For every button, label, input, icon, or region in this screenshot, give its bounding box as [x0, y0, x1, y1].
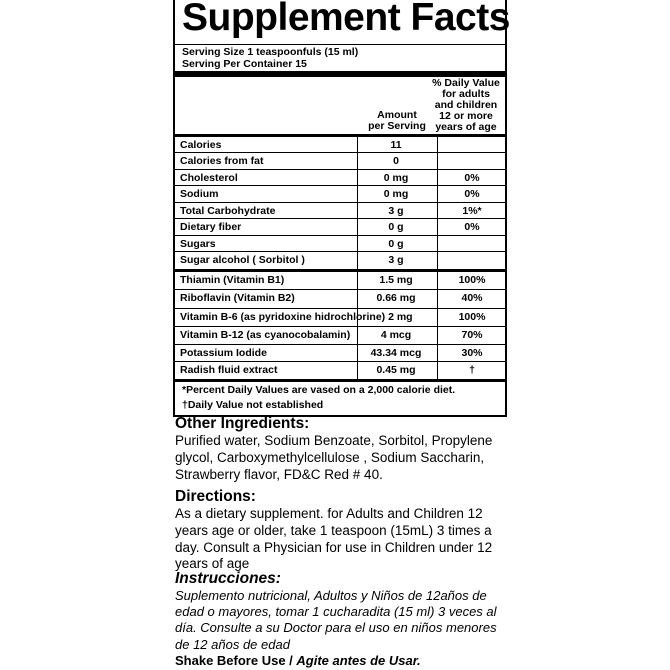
nutrient-amount: 0 g	[388, 238, 404, 250]
text-line: As a dietary supplement. for Adults and Children 12	[175, 506, 483, 521]
footnote-percent-dv: *Percent Daily Values are vased on a 2,000 calorie diet.	[182, 384, 456, 396]
dv-header-line: and children	[434, 99, 498, 111]
nutrient-name: Dietary fiber	[180, 221, 242, 233]
nutrient-amount: 0 mg	[383, 188, 409, 200]
text-line: years age or older, take 1 teaspoon (15mL) 3 times a	[175, 522, 492, 538]
nutrient-row	[175, 309, 505, 327]
dv-header-line: years of age	[435, 121, 497, 133]
nutrient-daily-value: 0%	[464, 188, 480, 200]
nutrient-amount: 1.5 mg	[379, 274, 413, 286]
nutrient-name: Riboflavin (Vitamin B2)	[180, 292, 295, 304]
divider-medium	[175, 379, 505, 382]
nutrient-row	[175, 272, 505, 290]
instrucciones-heading: Instrucciones:	[175, 570, 281, 587]
directions-heading: Directions:	[175, 488, 256, 505]
other-ingredients-heading: Other Ingredients:	[175, 415, 310, 432]
nutrient-daily-value: 40%	[461, 292, 483, 304]
nutrient-amount: 0 g	[388, 221, 404, 233]
nutrient-row	[175, 219, 505, 236]
nutrient-daily-value: †	[469, 364, 475, 376]
nutrient-name: Potassium Iodide	[180, 347, 267, 359]
dv-header-line: % Daily Value	[432, 77, 500, 89]
nutrient-name: Sodium	[180, 188, 219, 200]
amount-header-line: per Serving	[368, 120, 426, 132]
nutrient-name: Cholesterol	[180, 172, 238, 184]
nutrient-amount: 0.66 mg	[376, 292, 416, 304]
nutrient-name: Vitamin B-6 (as pyridoxine hidrochlorine) 2 mg	[180, 311, 413, 323]
nutrient-amount: 3 g	[388, 254, 404, 266]
nutrient-row	[175, 170, 505, 186]
text-line: glycol, Carboxymethylcellulose , Sodium Saccharin,	[175, 449, 485, 465]
nutrient-daily-value: 0%	[464, 221, 480, 233]
other-ingredients-text	[175, 433, 510, 483]
nutrient-row	[175, 203, 505, 219]
nutrient-row	[175, 327, 505, 345]
instrucciones-text	[175, 588, 510, 653]
nutrient-row	[175, 362, 505, 379]
text-line: Suplemento nutricional, Adultos y Niños de 12años de	[175, 588, 487, 603]
nutrient-daily-value: 100%	[458, 274, 486, 286]
nutrient-name: Thiamin (Vitamin B1)	[180, 274, 285, 286]
nutrient-amount: 11	[390, 139, 402, 151]
nutrient-row	[175, 290, 505, 309]
directions-text	[175, 506, 510, 573]
nutrient-daily-value: 100%	[458, 311, 486, 323]
nutrient-row	[175, 137, 505, 153]
divider-medium	[175, 269, 505, 272]
nutrient-name: Total Carbohydrate	[180, 205, 276, 217]
nutrient-row	[175, 345, 505, 362]
nutrient-daily-value: 0%	[464, 172, 480, 184]
text-line: edad o mayores, tomar 1 cucharadita (15 ml) 3 veces al	[175, 604, 497, 620]
amount-header-line: Amount	[377, 109, 417, 121]
nutrient-amount: 43.34 mcg	[370, 347, 422, 359]
nutrient-name: Radish fluid extract	[180, 364, 278, 376]
nutrient-amount: 0	[393, 155, 399, 167]
nutrient-amount: 4 mcg	[380, 329, 412, 341]
nutrient-amount: 3 g	[388, 205, 404, 217]
nutrient-daily-value: 70%	[461, 329, 483, 341]
nutrient-name: Calories from fat	[180, 155, 264, 167]
nutrient-name: Sugars	[180, 238, 216, 250]
shake-english: Shake Before Use /	[175, 653, 297, 668]
text-line: de 12 años de edad	[175, 636, 290, 652]
text-line: día. Consulte a su Doctor para el uso en niños menores	[175, 620, 497, 636]
divider	[175, 44, 505, 45]
nutrient-amount: 0 mg	[383, 172, 409, 184]
daily-value-column-header	[425, 78, 507, 133]
serving-size: Serving Size 1 teaspoonfuls (15 ml)	[182, 46, 359, 58]
nutrient-name: Calories	[180, 139, 222, 151]
shake-spanish: Agite antes de Usar.	[296, 653, 421, 668]
nutrient-name: Sugar alcohol ( Sorbitol )	[180, 254, 305, 266]
shake-before-use	[175, 653, 421, 668]
supplement-facts-panel	[173, 0, 510, 417]
nutrient-daily-value: 1%*	[462, 205, 482, 217]
text-line: day. Consult a Physician for use in Children under 12	[175, 539, 493, 555]
nutrient-row	[175, 153, 505, 170]
nutrient-row	[175, 186, 505, 203]
dv-header-line: for adults	[442, 88, 490, 100]
nutrient-amount: 0.45 mg	[376, 364, 416, 376]
nutrient-name: Vitamin B-12 (as cyanocobalamin)	[180, 329, 351, 341]
text-line: years of age	[175, 556, 250, 572]
servings-per-container: Serving Per Container 15	[182, 58, 307, 70]
nutrient-daily-value: 30%	[461, 347, 483, 359]
dv-header-line: 12 or more	[439, 110, 493, 122]
text-line: Purified water, Sodium Benzoate, Sorbitol, Propylene	[175, 433, 493, 448]
panel-title: Supplement Facts	[182, 0, 510, 39]
text-line: Strawberry flavor, FD&C Red # 40.	[175, 466, 383, 482]
nutrient-row	[175, 236, 505, 252]
footnote-dagger: †Daily Value not established	[182, 399, 324, 411]
